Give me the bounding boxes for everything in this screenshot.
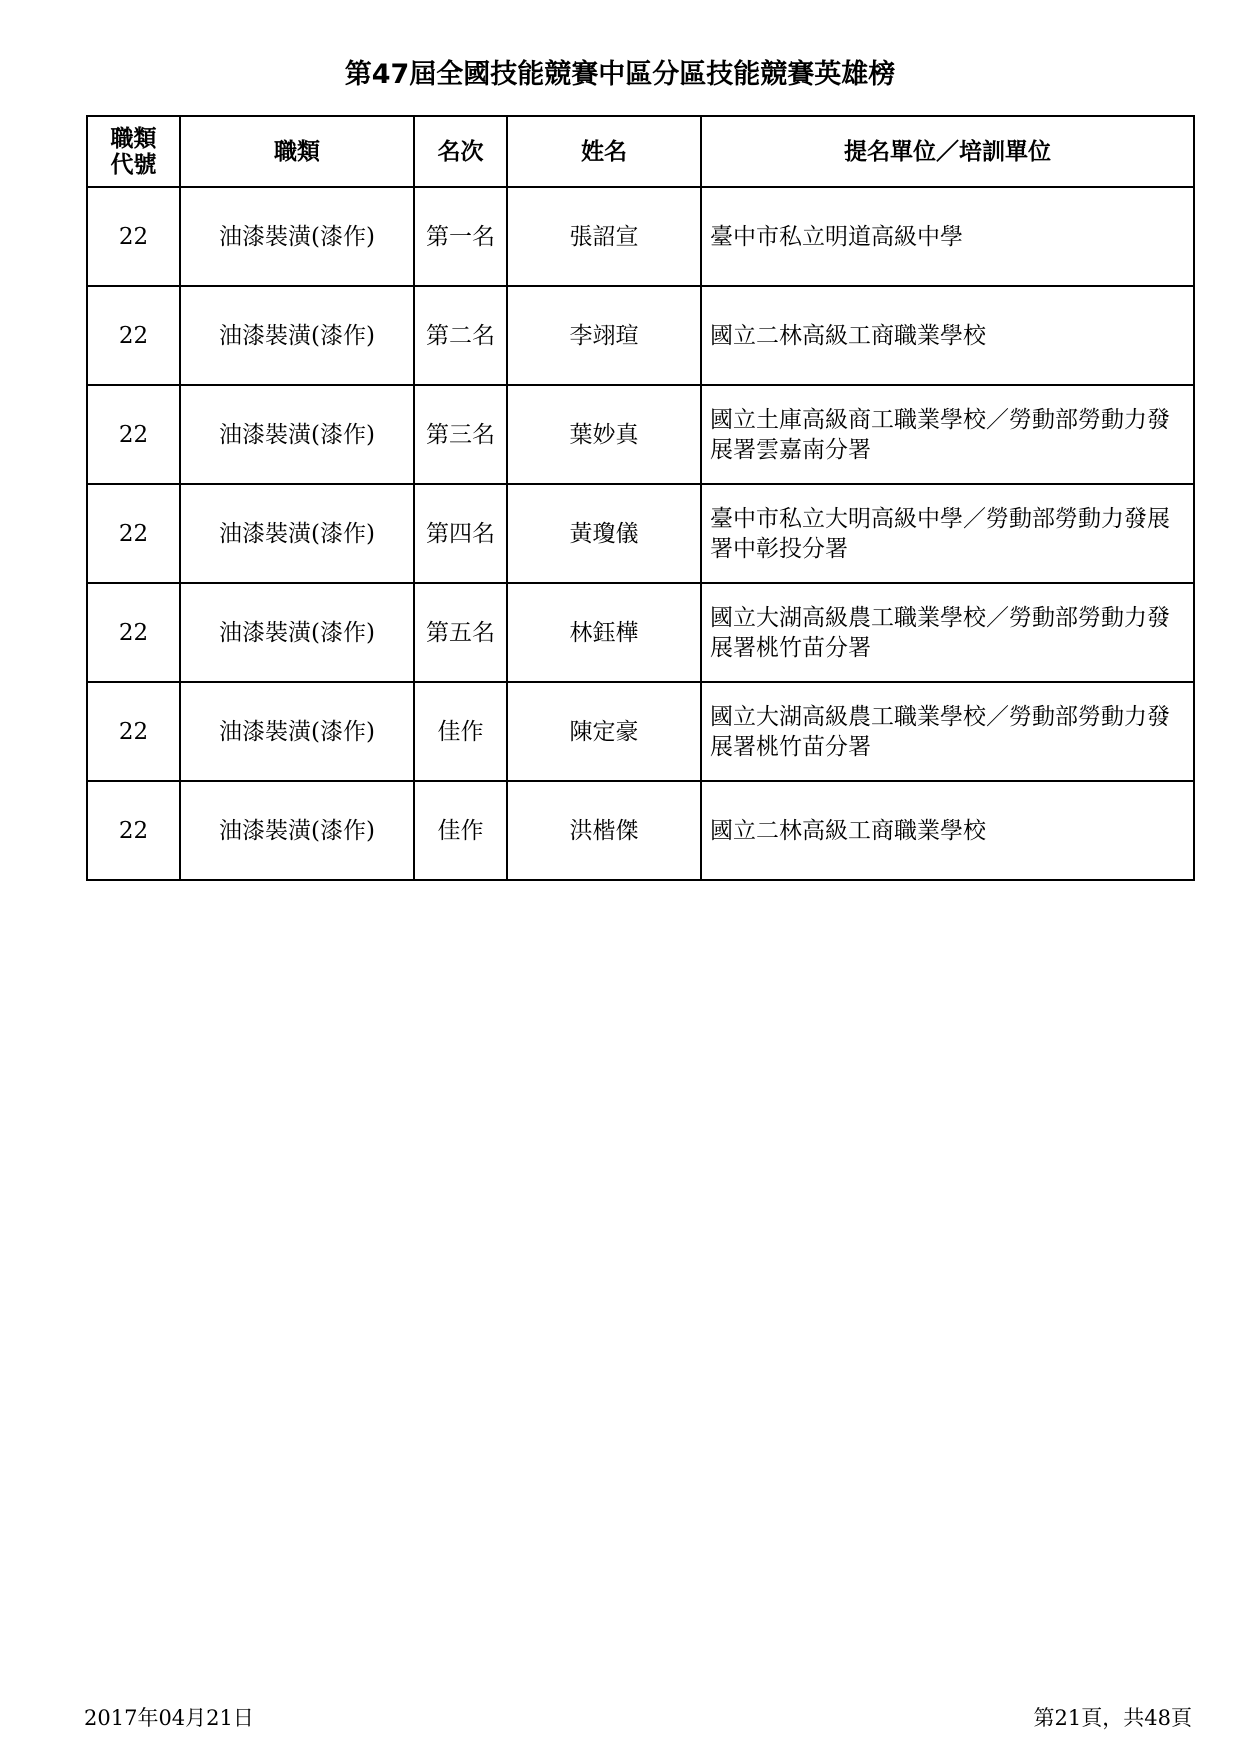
cell-name: 李翊瑄 (507, 286, 701, 385)
table-row (87, 682, 1194, 781)
table-header-row (87, 116, 1194, 187)
footer-date: 2017年04月21日 (84, 1706, 254, 1730)
cell-trade: 油漆裝潢(漆作) (180, 583, 414, 682)
cell-unit: 國立二林高級工商職業學校 (701, 781, 1194, 880)
cell-name: 洪楷傑 (507, 781, 701, 880)
cell-code: 22 (87, 583, 180, 682)
cell-trade: 油漆裝潢(漆作) (180, 484, 414, 583)
header-rank: 名次 (414, 116, 507, 187)
table-row (87, 385, 1194, 484)
cell-name: 林鈺樺 (507, 583, 701, 682)
cell-code: 22 (87, 484, 180, 583)
cell-trade: 油漆裝潢(漆作) (180, 286, 414, 385)
cell-unit: 國立土庫高級商工職業學校／勞動部勞動力發展署雲嘉南分署 (701, 385, 1194, 484)
header-trade: 職類 (180, 116, 414, 187)
cell-rank: 佳作 (414, 781, 507, 880)
cell-trade: 油漆裝潢(漆作) (180, 682, 414, 781)
header-trade-code (87, 116, 180, 187)
cell-code: 22 (87, 682, 180, 781)
table-row (87, 187, 1194, 286)
table-row (87, 286, 1194, 385)
cell-unit: 國立大湖高級農工職業學校／勞動部勞動力發展署桃竹苗分署 (701, 583, 1194, 682)
cell-code: 22 (87, 385, 180, 484)
footer-page-number: 第21頁，共48頁 (1033, 1706, 1192, 1730)
cell-rank: 第五名 (414, 583, 507, 682)
cell-rank: 第一名 (414, 187, 507, 286)
cell-unit: 臺中市私立大明高級中學／勞動部勞動力發展署中彰投分署 (701, 484, 1194, 583)
cell-rank: 第二名 (414, 286, 507, 385)
cell-unit: 國立大湖高級農工職業學校／勞動部勞動力發展署桃竹苗分署 (701, 682, 1194, 781)
cell-name: 黃瓊儀 (507, 484, 701, 583)
cell-trade: 油漆裝潢(漆作) (180, 781, 414, 880)
table-row (87, 781, 1194, 880)
header-name: 姓名 (507, 116, 701, 187)
table-row (87, 583, 1194, 682)
cell-name: 張詔宣 (507, 187, 701, 286)
header-trade-code-line2: 代號 (110, 151, 157, 178)
cell-rank: 第四名 (414, 484, 507, 583)
header-unit: 提名單位／培訓單位 (701, 116, 1194, 187)
page-title: 第47屆全國技能競賽中區分區技能競賽英雄榜 (344, 59, 896, 90)
cell-rank: 佳作 (414, 682, 507, 781)
cell-code: 22 (87, 187, 180, 286)
cell-code: 22 (87, 781, 180, 880)
hero-roster-table (86, 115, 1195, 881)
cell-trade: 油漆裝潢(漆作) (180, 385, 414, 484)
cell-rank: 第三名 (414, 385, 507, 484)
cell-name: 陳定豪 (507, 682, 701, 781)
cell-code: 22 (87, 286, 180, 385)
cell-unit: 臺中市私立明道高級中學 (701, 187, 1194, 286)
table-row (87, 484, 1194, 583)
cell-unit: 國立二林高級工商職業學校 (701, 286, 1194, 385)
header-trade-code-line1: 職類 (110, 125, 157, 152)
cell-name: 葉妙真 (507, 385, 701, 484)
cell-trade: 油漆裝潢(漆作) (180, 187, 414, 286)
